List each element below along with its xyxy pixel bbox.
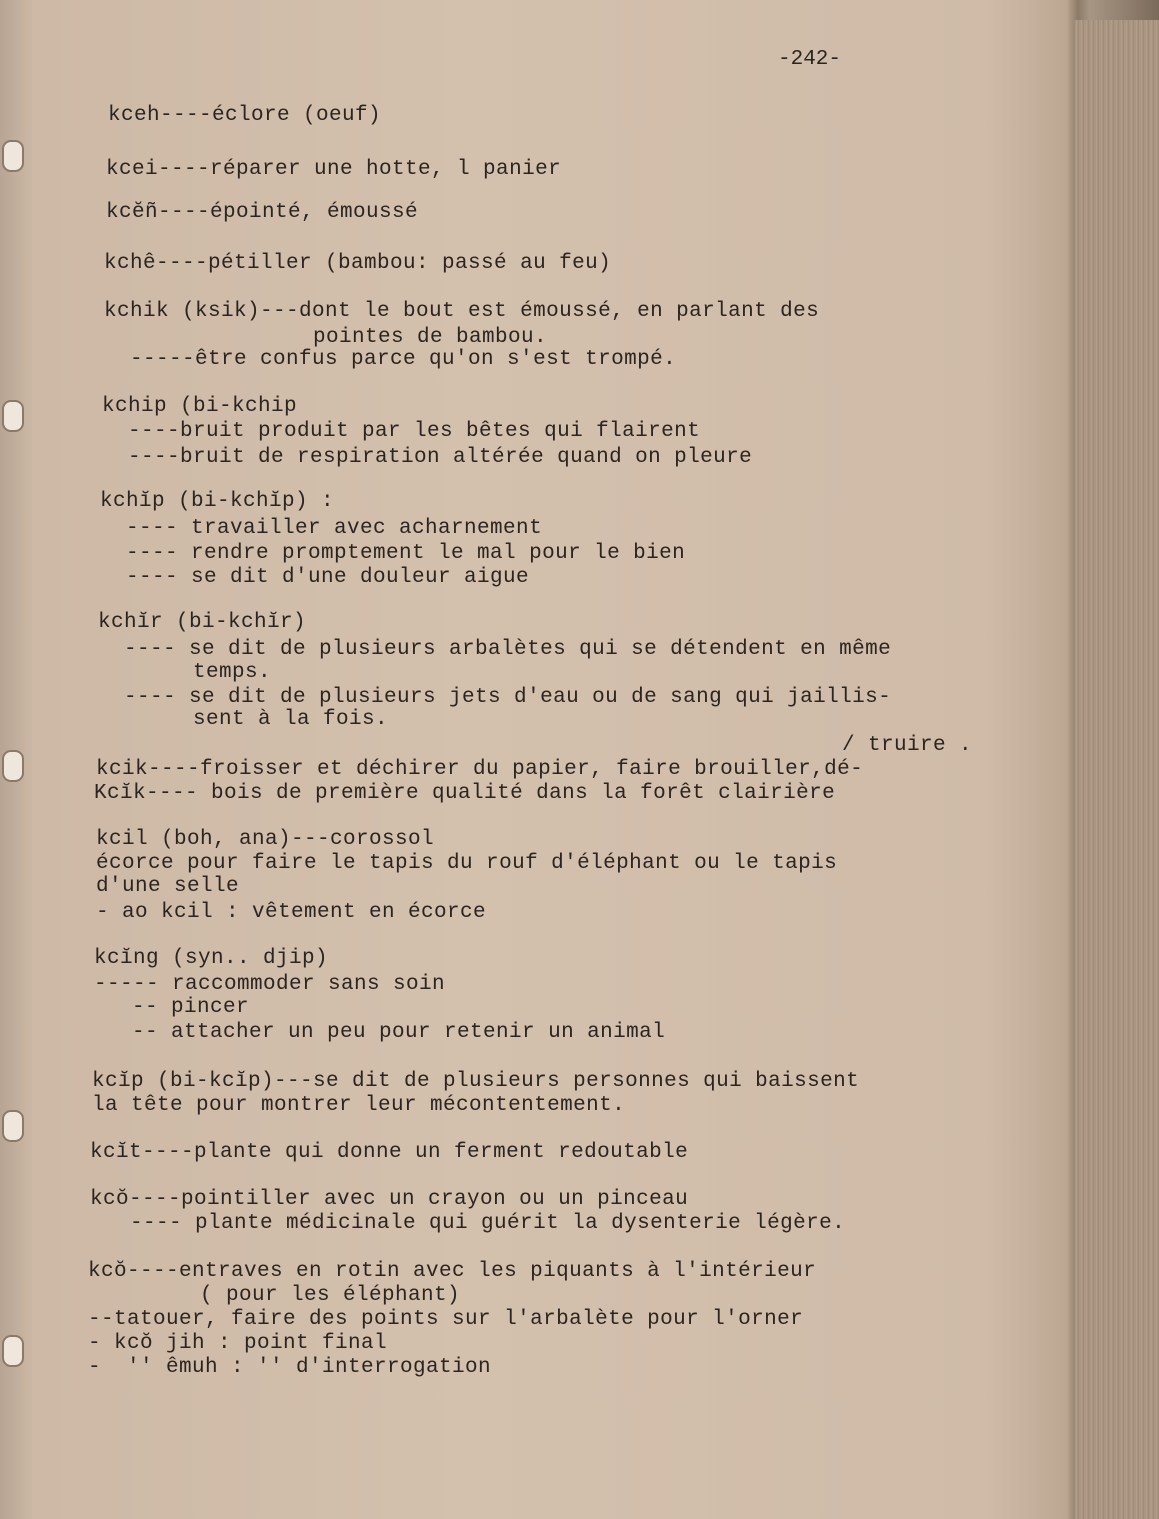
text-line: kchik (ksik)---dont le bout est émoussé, en parlant des — [104, 300, 820, 323]
text-line: kcŏ----entraves en rotin avec les piquants à l'intérieur — [88, 1260, 817, 1283]
text-line: ---- travailler avec acharnement — [126, 517, 543, 540]
text-line: kceh----éclore (oeuf) — [108, 104, 382, 127]
text-line: kcik----froisser et déchirer du papier, faire brouiller,dé- — [96, 758, 864, 781]
text-line: - '' êmuh : '' d'interrogation — [88, 1356, 492, 1379]
text-line: -- attacher un peu pour retenir un animal — [132, 1021, 666, 1044]
text-line: - kcŏ jih : point final — [88, 1332, 388, 1355]
text-line: kchip (bi-kchip — [102, 395, 298, 418]
text-line: kchĭp (bi-kchĭp) : — [100, 490, 335, 513]
page-number: -242- — [778, 48, 842, 71]
text-line: pointes de bambou. — [313, 326, 548, 349]
text-line: ( pour les éléphant) — [200, 1284, 461, 1307]
text-line: kcĕñ----épointé, émoussé — [106, 201, 419, 224]
text-line: / truire . — [842, 734, 973, 757]
text-line: temps. — [193, 661, 272, 684]
text-line: ---- se dit d'une douleur aigue — [126, 566, 530, 589]
text-line: sent à la fois. — [193, 708, 389, 731]
text-line: kcil (boh, ana)---corossol — [96, 828, 435, 851]
text-line: --tatouer, faire des points sur l'arbalète pour l'orner — [88, 1308, 804, 1331]
text-line: d'une selle — [96, 875, 240, 898]
text-line: kcei----réparer une hotte, l panier — [106, 158, 562, 181]
text-line: ---- plante médicinale qui guérit la dysenterie légère. — [130, 1212, 846, 1235]
page-stack-edge — [1075, 20, 1159, 1519]
text-line: kchĭr (bi-kchĭr) — [98, 611, 307, 634]
text-line: ---- rendre promptement le mal pour le bien — [126, 542, 686, 565]
text-line: ---- se dit de plusieurs jets d'eau ou de sang qui jaillis- — [124, 686, 892, 709]
text-line: kcĭp (bi-kcĭp)---se dit de plusieurs personnes qui baissent — [92, 1070, 860, 1093]
text-line: kchê----pétiller (bambou: passé au feu) — [104, 252, 612, 275]
text-line: -- pincer — [132, 996, 250, 1019]
text-line: kcŏ----pointiller avec un crayon ou un pinceau — [90, 1188, 689, 1211]
text-line: ----bruit produit par les bêtes qui flairent — [128, 420, 701, 443]
text-line: kcĭt----plante qui donne un ferment redoutable — [90, 1141, 689, 1164]
text-line: - ao kcil : vêtement en écorce — [96, 901, 487, 924]
text-line: Kcĭk---- bois de première qualité dans la forêt clairière — [94, 782, 836, 805]
text-line: kcĭng (syn.. djip) — [94, 947, 329, 970]
text-line: ----bruit de respiration altérée quand on pleure — [128, 446, 753, 469]
text-line: écorce pour faire le tapis du rouf d'éléphant ou le tapis — [96, 852, 838, 875]
text-line: la tête pour montrer leur mécontentement. — [92, 1094, 626, 1117]
text-line: ---- se dit de plusieurs arbalètes qui se détendent en même — [124, 638, 892, 661]
text-line: -----être confus parce qu'on s'est trompé. — [130, 348, 677, 371]
text-line: ----- raccommoder sans soin — [94, 973, 446, 996]
